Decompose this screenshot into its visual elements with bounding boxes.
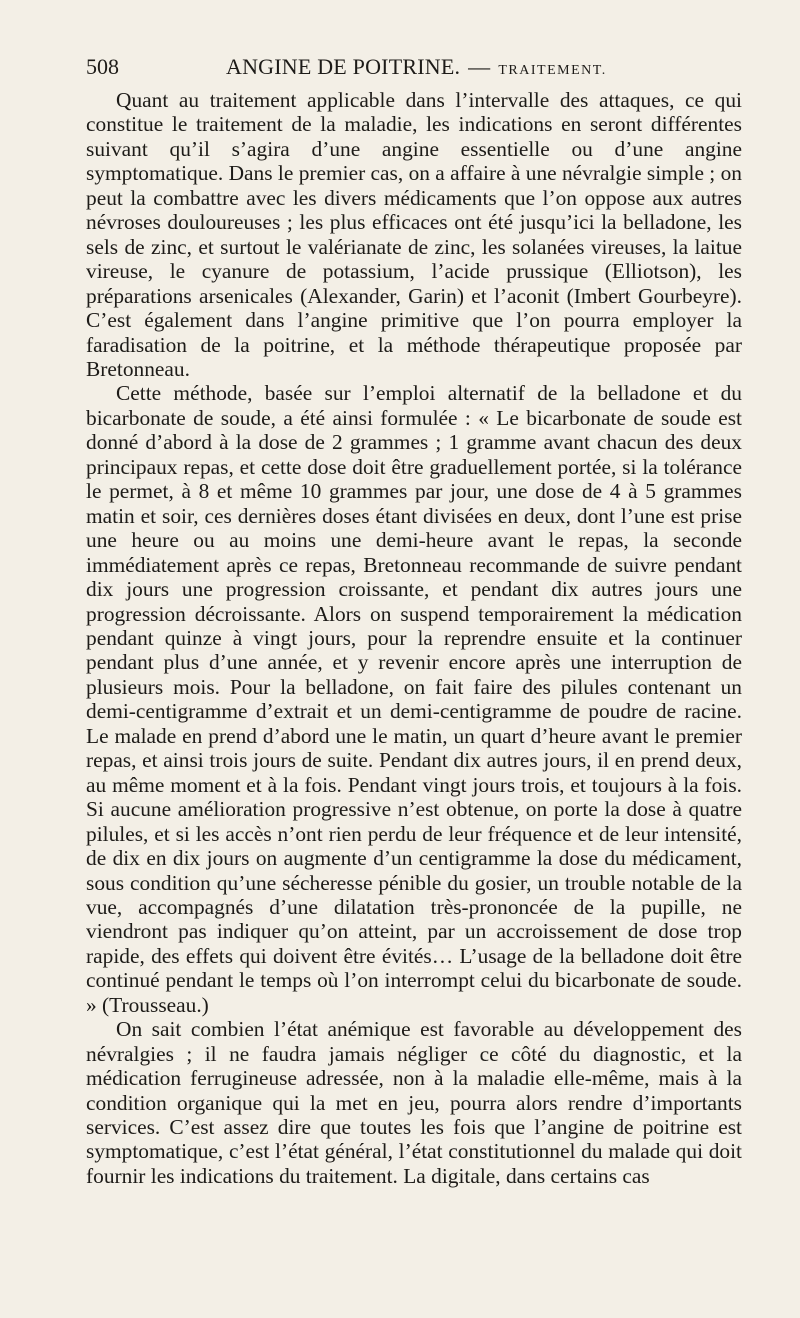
paragraph: On sait combien l’état anémique est favorable au développement des névralgies ; il ne faudra jamais négliger ce côté du diagnostic, et la médication ferrugineuse adressée, non à la maladie elle-même, mais à la condition organique qui la met en jeu, pourra alors rendre d’importants services. C’est assez dire que toutes les fois que l’angine de poitrine est symptomatique, c’est l’état général, l’état constitutionnel du malade qui doit fournir les indications du traitement. La digitale, dans certains cas [86,1017,742,1188]
section-title: TRAITEMENT. [498,63,607,78]
running-title [226,54,742,80]
running-header [86,54,742,88]
body-text [86,88,742,1188]
paragraph: Cette méthode, basée sur l’emploi alternatif de la belladone et du bicarbonate de soude, a été ainsi formulée : « Le bicarbonate de soude est donné d’abord à la dose de 2 grammes ; 1 gramme avant chacun des deux principaux repas, et cette dose doit être graduellement portée, si la tolérance le permet, à 8 et même 10 grammes par jour, une dose de 4 à 5 grammes matin et soir, ces dernières doses étant divisées en deux, dont l’une est prise une heure ou au moins une demi-heure avant le repas, la seconde immédiatement après ce repas, Bretonneau recommande de suivre pendant dix jours une progression croissante, et pendant dix autres jours une progression décroissante. Alors on suspend temporairement la médication pendant quinze à vingt jours, pour la reprendre ensuite et la continuer pendant plus d’une année, et y revenir encore après une interruption de plusieurs mois. Pour la belladone, on fait faire des pilules contenant un demi-centigramme d’extrait et un demi-centigramme de poudre de racine. Le malade en prend d’abord une le matin, un quart d’heure avant le premier repas, et ainsi trois jours de suite. Pendant dix autres jours, il en prend deux, au même moment et à la fois. Pendant vingt jours trois, et toujours à la fois. Si aucune amélioration progressive n’est obtenue, on porte la dose à quatre pilules, et si les accès n’ont rien perdu de leur fréquence et de leur intensité, de dix en dix jours on augmente d’un centigramme la dose du médicament, sous condition qu’une sécheresse pénible du gosier, un trouble notable de la vue, accompagnés d’une dilatation très-prononcée de la pupille, ne viendront pas indiquer qu’on atteint, par un accroissement de dose trop rapide, des effets qui doivent être évités… L’usage de la belladone doit être continué pendant le temps où l’on interrompt celui du bicarbonate de soude. » (Trousseau.) [86,381,742,1017]
page-number: 508 [86,54,119,79]
title-dash: — [468,54,491,79]
paragraph: Quant au traitement applicable dans l’intervalle des attaques, ce qui constitue le traitement de la maladie, les indications en seront différentes suivant qu’il s’agira d’une angine essentielle ou d’une angine symptomatique. Dans le premier cas, on a affaire à une névralgie simple ; on peut la combattre avec les divers médicaments que l’on oppose aux autres névroses douloureuses ; les plus efficaces ont été jusqu’ici la belladone, les sels de zinc, et surtout le valérianate de zinc, les solanées vireuses, la laitue vireuse, le cyanure de potassium, l’acide prussique (Elliotson), les préparations arsenicales (Alexander, Garin) et l’aconit (Imbert Gourbeyre). C’est également dans l’angine primitive que l’on pourra employer la faradisation de la poitrine, et la méthode thérapeutique proposée par Bretonneau. [86,88,742,381]
chapter-title: ANGINE DE POITRINE. [226,54,461,79]
